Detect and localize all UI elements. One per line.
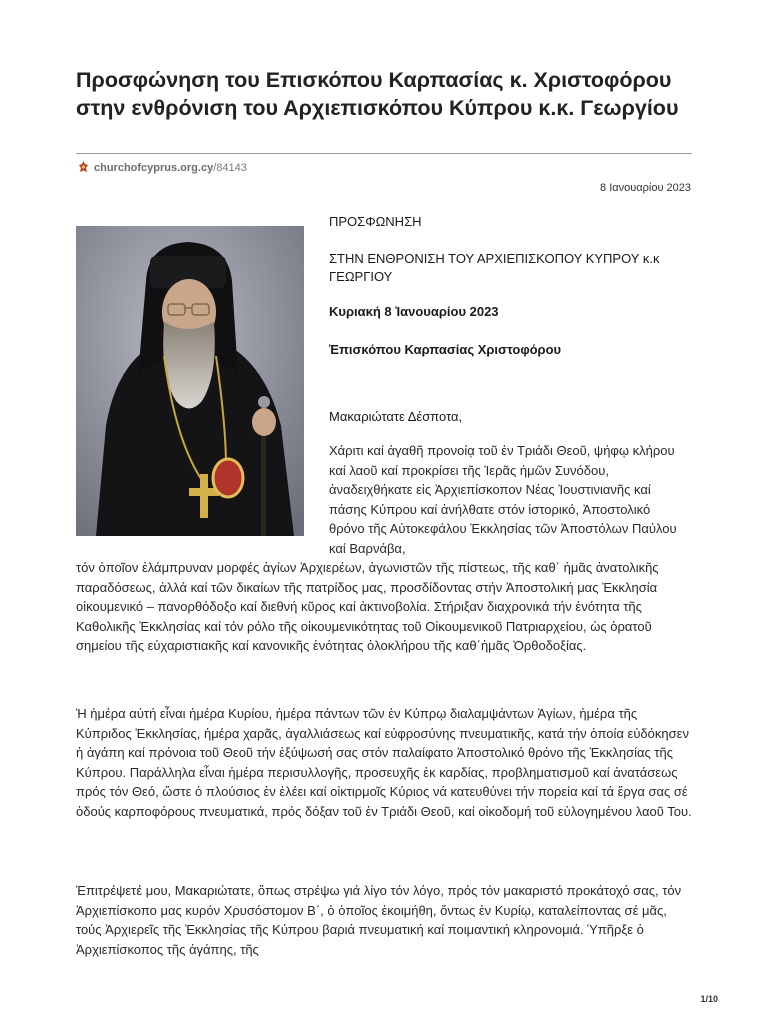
address-author: Ἐπισκόπου Καρπασίας Χριστοφόρου [329, 342, 562, 357]
bishop-portrait-image [76, 226, 304, 536]
church-site-icon [76, 160, 91, 175]
source-path: /84143 [213, 161, 247, 174]
paragraph-1-part-2: τόν ὁποῖον ἐλάμπρυναν μορφές ἁγίων Ἀρχιερέων, ἀγωνιστῶν τῆς πίστεως, τῆς καθ΄ ἡμᾶς ἀνατολικῆς παραδόσεως, ἀλλά καί τῶν δικαίων τῆς πατρίδος μας, προσδίδοντας στήν Ἀποστολική μας Ἐκκλησία οἰκουμενικό – πανορθόδοξο καί διεθνή κῦρος καί ἀκτινοβολία. Στήριξαν διαχρονικά τήν ἑνότητα τῆς Καθολικῆς Ἐκκλησίας καί τόν ρόλο τῆς οἰκουμενικότητας τοῦ Οἰκουμενικοῦ Πατριαρχείου, ὡς ὁρατοῦ σημείου τῆς εὐχαριστιακῆς καί κανονικῆς ἑνότητας ὁλοκλήρου τῆς καθ΄ἡμᾶς Ὀρθοδοξίας. [76, 560, 659, 653]
paragraph-3: Ἐπιτρέψετέ μου, Μακαριώτατε, ὅπως στρέψω γιά λίγο τόν λόγο, πρός τόν μακαριστό προκάτοχό σας, τόν Ἀρχιεπίσκοπο μας κυρόν Χρυσόστομον Β΄, ὁ ὁποῖος ἐκοιμήθη, ὄντως ἐν Κυρίῳ, καταλείποντας σέ μᾶς, τούς Ἀρχιερεῖς τῆς Ἐκκλησίας τῆς Κύπρου βαριά πνευματική καί ποιμαντική κληρονομιά. Ὑπῆρξε ὁ Ἀρχιεπίσκοπος τῆς ἀγάπης, τῆς [76, 883, 682, 957]
source-link[interactable] [76, 160, 247, 175]
page-number: 1/10 [700, 994, 718, 1004]
address-date: Κυριακή 8 Ἰανουαρίου 2023 [329, 304, 499, 319]
title-divider [76, 153, 692, 154]
address-occasion: ΣΤΗΝ ΕΝΘΡΟΝΙΣΗ ΤΟΥ ΑΡΧΙΕΠΙΣΚΟΠΟΥ ΚΥΠΡΟΥ κ.κ ΓΕΩΡΓΙΟΥ [329, 251, 660, 284]
article-title: Προσφώνηση του Επισκόπου Καρπασίας κ. Χριστοφόρου στην ενθρόνιση του Αρχιεπισκόπου Κύπρου κ.κ. Γεωργίου [76, 68, 679, 120]
address-label: ΠΡΟΣΦΩΝΗΣΗ [329, 214, 422, 229]
paragraph-1-part-1: Χάριτι καί ἀγαθῆ προνοίᾳ τοῦ ἐν Τριάδι Θεοῦ, ψήφῳ κλήρου καί λαοῦ καί προκρίσει τῆς Ἱερᾶς ἡμῶν Συνόδου, ἀναδειχθήκατε εἰς Ἀρχιεπίσκοπον Νέας Ἰουστινιανῆς καί πάσης Κύπρου καί ἀνήλθατε στόν ἱστορικό, Ἀποστολικό θρόνο τῆς Αὐτοκεφάλου Ἐκκλησίας τῶν Ἀποστόλων Παύλου καί Βαρνάβα, [329, 443, 677, 556]
salutation: Μακαριώτατε Δέσποτα, [329, 409, 463, 424]
publish-date: 8 Ιανουαρίου 2023 [600, 182, 691, 194]
source-domain: churchofcyprus.org.cy [94, 161, 214, 174]
paragraph-2: Ἡ ἡμέρα αὐτή εἶναι ἡμέρα Κυρίου, ἡμέρα πάντων τῶν ἐν Κύπρῳ διαλαμψάντων Ἁγίων, ἡμέρα τῆς Κύπριδος Ἐκκλησίας, ἡμέρα χαρᾶς, ἀγαλλιάσεως καί εὐφροσύνης πνευματικῆς, κατά τήν ὁποία εὐδόκησεν ἡ ἀγάπη καί πρόνοια τοῦ Θεοῦ τήν ἐξύψωσή σας στόν παλαίφατο Ἀποστολικό θρόνο τῆς Ἐκκλησίας τῆς Κύπρου. Παράλληλα εἶναι ἡμέρα περισυλλογῆς, προσευχῆς ἐκ καρδίας, προβληματισμοῦ καί ἀνατάσεως πρός τόν Θεό, ὥστε ὁ πλούσιος ἐν ἐλέει καί οἰκτιρμοῖς Κύριος νά κατευθύνει τήν πορεία καί τά ἔργα σας σέ ὁδούς καρποφόρους πνευματικά, πρός δόξαν τοῦ ἐν Τριάδι Θεοῦ, καί οἰκοδομή τοῦ εὐλογημένου λαοῦ Του. [76, 706, 692, 819]
